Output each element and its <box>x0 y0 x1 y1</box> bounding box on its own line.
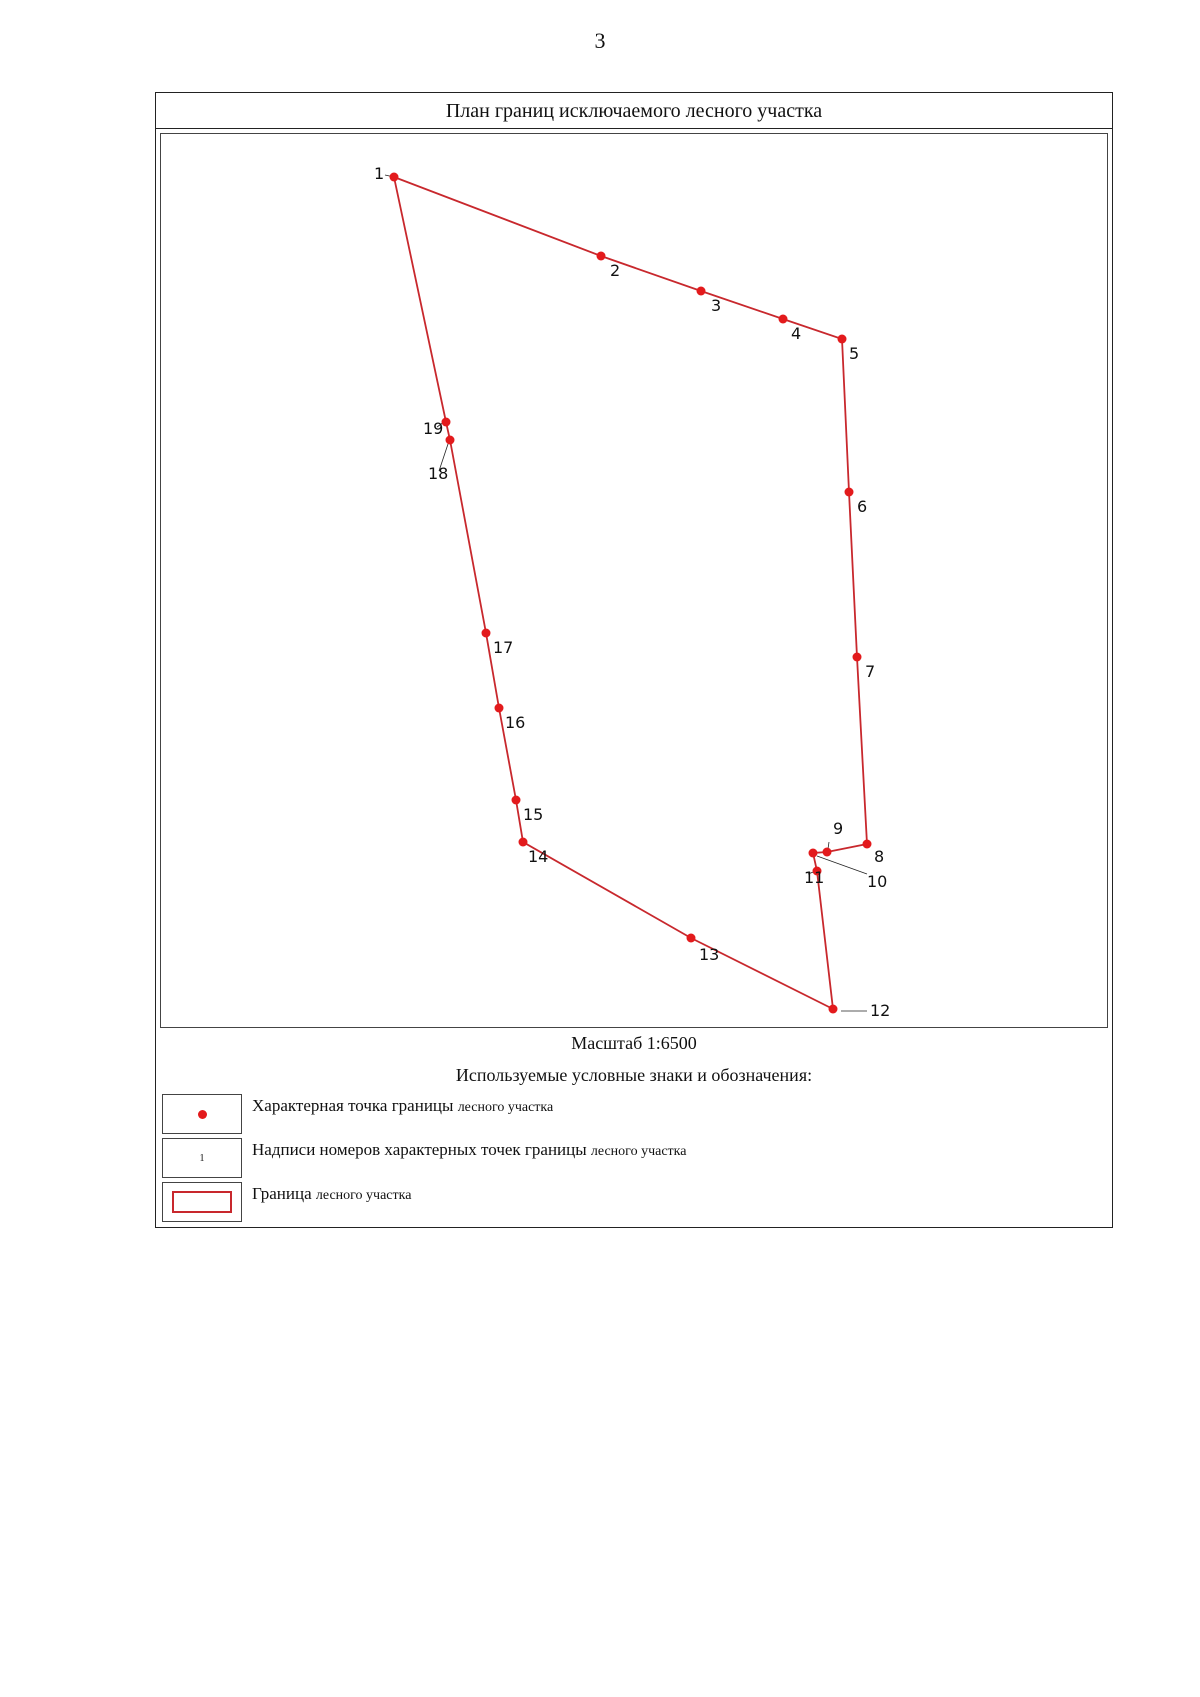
point-label-1: 1 <box>374 164 385 183</box>
label-leader-line <box>817 856 867 874</box>
legend-text-main: Граница <box>252 1184 316 1203</box>
boundary-line <box>394 177 867 1009</box>
legend-title: Используемые условные знаки и обозначения: <box>455 1065 813 1085</box>
plan-title: План границ исключаемого лесного участка <box>156 93 1112 129</box>
legend-swatch-point <box>162 1094 242 1134</box>
boundary-point-10 <box>809 849 818 858</box>
point-label-10: 10 <box>867 872 888 891</box>
point-label-12: 12 <box>870 1001 891 1020</box>
boundary-point-15 <box>512 796 521 805</box>
point-label-16: 16 <box>505 713 526 732</box>
boundary-point-13 <box>687 934 696 943</box>
point-label-9: 9 <box>833 819 844 838</box>
red-outline-rect-icon <box>172 1191 232 1213</box>
boundary-point-3 <box>697 287 706 296</box>
boundary-map <box>161 134 1109 1029</box>
boundary-point-18 <box>446 436 455 445</box>
legend-text-main: Характерная точка границы <box>252 1096 458 1115</box>
boundary-point-4 <box>779 315 788 324</box>
red-dot-icon <box>198 1110 207 1119</box>
page-number: 3 <box>594 28 606 53</box>
legend-swatch-boundary <box>162 1182 242 1222</box>
legend-row-number <box>162 1138 1102 1178</box>
number-label-icon: 1 <box>199 1152 205 1164</box>
legend-text-small: лесного участка <box>315 1188 412 1203</box>
legend-text-main: Надписи номеров характерных точек границы <box>252 1140 591 1159</box>
legend-row-point <box>162 1094 1102 1134</box>
legend-row-boundary <box>162 1182 1102 1222</box>
boundary-point-14 <box>519 838 528 847</box>
legend-text-number <box>252 1140 686 1160</box>
point-label-19: 19 <box>423 419 444 438</box>
point-label-2: 2 <box>610 261 621 280</box>
boundary-point-7 <box>853 653 862 662</box>
boundary-point-5 <box>838 335 847 344</box>
legend-text-point <box>252 1096 553 1116</box>
plan-frame <box>155 92 1113 1228</box>
point-label-4: 4 <box>791 324 802 343</box>
boundary-point-17 <box>482 629 491 638</box>
legend-swatch-number <box>162 1138 242 1178</box>
boundary-point-12 <box>829 1005 838 1014</box>
point-label-6: 6 <box>857 497 868 516</box>
point-label-7: 7 <box>865 662 876 681</box>
point-label-8: 8 <box>874 847 885 866</box>
point-label-5: 5 <box>849 344 860 363</box>
boundary-point-6 <box>845 488 854 497</box>
point-label-15: 15 <box>523 805 544 824</box>
boundary-point-9 <box>823 848 832 857</box>
boundary-point-1 <box>390 173 399 182</box>
point-label-17: 17 <box>493 638 514 657</box>
point-label-13: 13 <box>699 945 720 964</box>
boundary-point-2 <box>597 252 606 261</box>
legend-text-small: лесного участка <box>590 1144 687 1159</box>
map-area <box>160 133 1108 1028</box>
point-label-14: 14 <box>528 847 549 866</box>
legend-text-small: лесного участка <box>457 1100 554 1115</box>
scale-label: Масштаб 1:6500 <box>571 1033 697 1053</box>
point-label-11: 11 <box>804 868 825 887</box>
legend-text-boundary <box>252 1184 411 1204</box>
point-label-18: 18 <box>428 464 449 483</box>
boundary-point-16 <box>495 704 504 713</box>
point-label-3: 3 <box>711 296 722 315</box>
boundary-point-8 <box>863 840 872 849</box>
